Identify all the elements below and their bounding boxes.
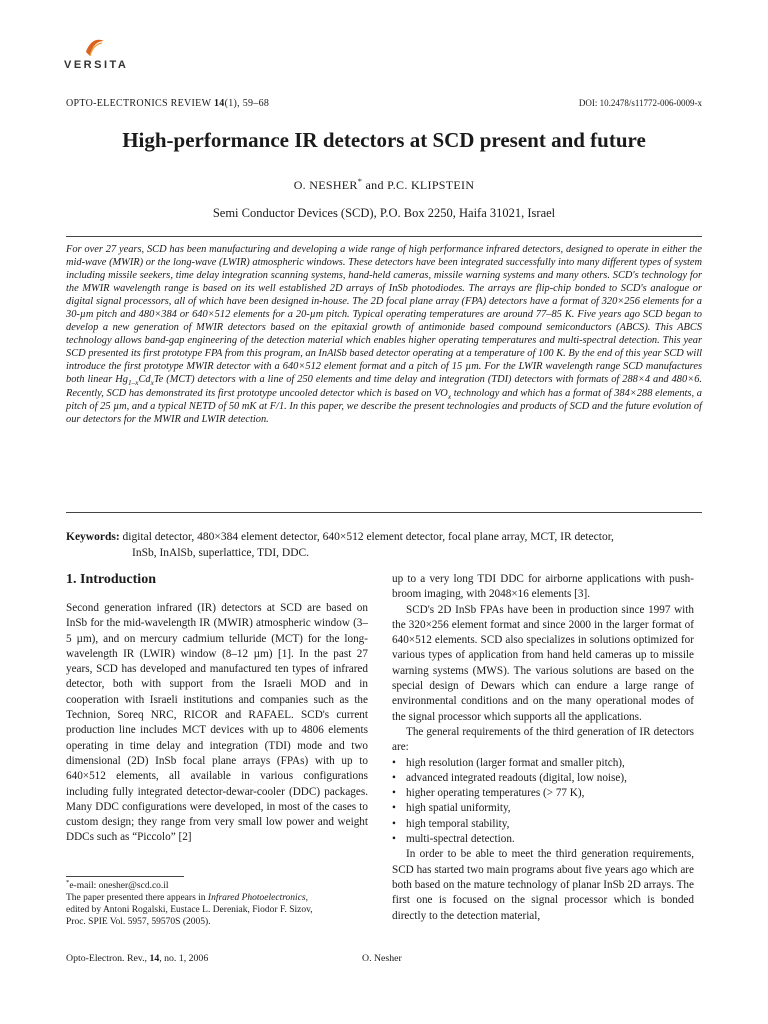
abstract-sub-1: 1–x — [127, 379, 139, 388]
bullet: • — [392, 787, 396, 800]
footer-author: O. Nesher — [362, 953, 402, 964]
journal-issue-pages: (1), 59–68 — [224, 98, 270, 109]
author-1: O. NESHER — [293, 178, 358, 192]
authors — [0, 178, 768, 193]
footnote-email — [66, 880, 368, 892]
bullet: • — [392, 771, 396, 784]
list-item — [392, 786, 694, 801]
abstract-top-rule — [66, 236, 702, 237]
footnote-email-text: e-mail: onesher@scd.co.il — [69, 881, 169, 891]
list-item — [392, 756, 694, 771]
footer-citation — [66, 953, 208, 964]
versita-logo-icon — [84, 38, 106, 58]
footnote-mark: * — [66, 878, 70, 886]
abstract-text-3: Te (MCT) detectors with a line of 250 elements and time delay and integration (TDI) detectors with formats of 288×4 and 480×6. Recently, SCD has demonstrated its first prototype uncooled detector which is based on VO — [66, 374, 703, 399]
section-heading-introduction: 1. Introduction — [66, 572, 156, 587]
requirements-list — [392, 756, 694, 848]
paragraph: The general requirements of the third generation of IR detectors are: — [392, 725, 694, 754]
footnote-rule — [66, 876, 184, 877]
affiliation: Semi Conductor Devices (SCD), P.O. Box 2250, Haifa 31021, Israel — [212, 206, 556, 220]
footnote-line-3: Proc. SPIE Vol. 5957, 59570S (2005). — [66, 917, 211, 927]
list-item — [392, 832, 694, 847]
abstract-text-2: Cd — [138, 374, 151, 386]
list-item-text: high spatial uniformity, — [406, 802, 511, 815]
abstract-sub-3: x — [447, 392, 452, 401]
footer-issue: , no. 1, 2006 — [159, 953, 209, 964]
footnote-text: , — [305, 893, 308, 903]
keywords-label: Keywords: — [66, 531, 120, 543]
abstract-text-4: technology and which has a format of 384×288 elements, a pitch of 25 µm, and a typical NETD of 50 mK at F/1. In this paper, we describe the present technologies and products of SCD and the future evolution of our detectors for the MWIR and LWIR detection. — [66, 387, 702, 425]
journal-citation — [66, 98, 269, 109]
publisher-logo — [64, 38, 129, 71]
left-column — [66, 572, 368, 846]
abstract-text-1: For over 27 years, SCD has been manufacturing and developing a wide range of high performance infrared detectors, designed to operate in either the mid-wave (MWIR) or the long-wave (LWIR) atmospheric windows. These detectors have been integrated successfully into many different types of system including missile seekers, time delay integration scanning systems, hand-held cameras, missile warning systems and many others. SCD's technology for the MWIR wavelength range is based on its well established 2D arrays of InSb photodiodes. The arrays are flip-chip bonded to SCD's analogue or digital signal processors, all of which have been designed in-house. The 2D focal plane array (FPA) detectors have a format of 320×256 elements for a 30-µm pitch and 480×384 or 640×512 elements for a 20-µm pitch. Typical operating temperatures are around 77–85 K. Five years ago SCD began to develop a new generation of MWIR detectors based on the epitaxial growth of antimonide based compound semiconductors (ABCS). This ABCS technology allows band-gap engineering of the detection material which enables higher operating temperatures and multi-spectral detection. This year SCD presented its first prototype FPA from this program, an InAlSb based detector operating at a temperature of 100 K. By the end of this year SCD will introduce the first prototype MWIR detector with a 640×512 element format and a pitch of 15 µm. For the LWIR wavelength range SCD manufactures both linear Hg — [66, 244, 702, 386]
bullet: • — [392, 817, 396, 830]
paragraph: In order to be able to meet the third generation requirements, SCD has started two main programs about five years ago which are both based on the mature technology of planar InSb 2D arrays. The first one is focused on the signal processor which is bonded directly to the detection material, — [392, 848, 694, 922]
bullet: • — [392, 802, 396, 815]
publisher-name: VERSITA — [64, 59, 129, 71]
paragraph: SCD's 2D InSb FPAs have been in production since 1997 with the 320×256 element format and since 2000 in the larger format of 640×512 elements. SCD also specializes in solutions optimized for various types of application from hand held cameras up to missile warning systems (MWS). The various solutions are based on the special design of Dewars which can endure a large range of environmental conditions and on the many operational modes of the signal processor which supports all the applications. — [392, 603, 694, 723]
footer-journal: Opto-Electron. Rev., — [66, 953, 150, 964]
abstract — [66, 243, 702, 426]
list-item-text: multi-spectral detection. — [406, 833, 515, 846]
abstract-bottom-rule — [66, 512, 702, 513]
bullet: • — [392, 833, 396, 846]
footer-volume: 14 — [149, 953, 160, 964]
journal-volume: 14 — [213, 98, 225, 109]
paper-title: High-performance IR detectors at SCD present and future — [122, 128, 646, 152]
footnote-line-2: edited by Antoni Rogalski, Eustace L. Dereniak, Fiodor F. Sizov, — [66, 905, 313, 915]
journal-name: OPTO-ELECTRONICS REVIEW — [66, 98, 212, 109]
list-item-text: higher operating temperatures (> 77 K), — [406, 787, 585, 800]
footnote-line-1 — [66, 892, 368, 904]
footnote-book-title: Infrared Photoelectronics — [207, 893, 306, 903]
doi: DOI: 10.2478/s11772-006-0009-x — [578, 98, 702, 108]
bullet: • — [392, 756, 396, 769]
paragraph: Second generation infrared (IR) detectors at SCD are based on InSb for the mid-wavelength IR (MWIR) atmospheric window (3–5 µm), and on mercury cadmium telluride (MCT) for the long-wavelength IR (LWIR) window (8–12 µm) [1]. In the past 27 years, SCD has developed and manufactured ten types of infrared detector, both with support from the Israeli MOD and in cooperation with Israeli institutions and companies such as the Technion, Soreq NRC, RICOR and RAFAEL. SCD's current production line includes MCT devices with up to 4806 elements operating in time delay and integration (TDI) mode and two dimensional (2D) InSb focal plane arrays (FPAs) with up to 640×512 elements, all available in various configurations including fully integrated detector-dewar-cooler (DDC) packages. Many DDC configurations were developed, in most of the cases to custom design; they range from very small low power and weight DDCs such as “Piccolo” [2] — [66, 602, 368, 844]
footnote-text: The paper presented there appears in — [66, 893, 208, 903]
list-item — [392, 771, 694, 786]
footnote — [66, 880, 368, 928]
authors-and: and — [365, 178, 384, 192]
list-item-text: advanced integrated readouts (digital, low noise), — [406, 771, 627, 784]
list-item-text: high resolution (larger format and smaller pitch), — [406, 756, 625, 769]
corresponding-mark: * — [357, 177, 363, 186]
list-item-text: high temporal stability, — [406, 817, 510, 830]
paragraph: up to a very long TDI DDC for airborne applications with push-broom imaging, with 2048×16 elements [3]. — [392, 573, 694, 601]
abstract-sub-2: x — [150, 379, 154, 388]
keywords — [66, 530, 702, 561]
right-column — [392, 572, 694, 924]
author-2: P.C. KLIPSTEIN — [387, 178, 475, 192]
keywords-line-1: digital detector, 480×384 element detector, 640×512 element detector, focal plane array, MCT, IR detector, — [122, 531, 614, 543]
keywords-line-2: InSb, InAlSb, superlattice, TDI, DDC. — [132, 546, 310, 559]
list-item — [392, 817, 694, 832]
list-item — [392, 801, 694, 816]
